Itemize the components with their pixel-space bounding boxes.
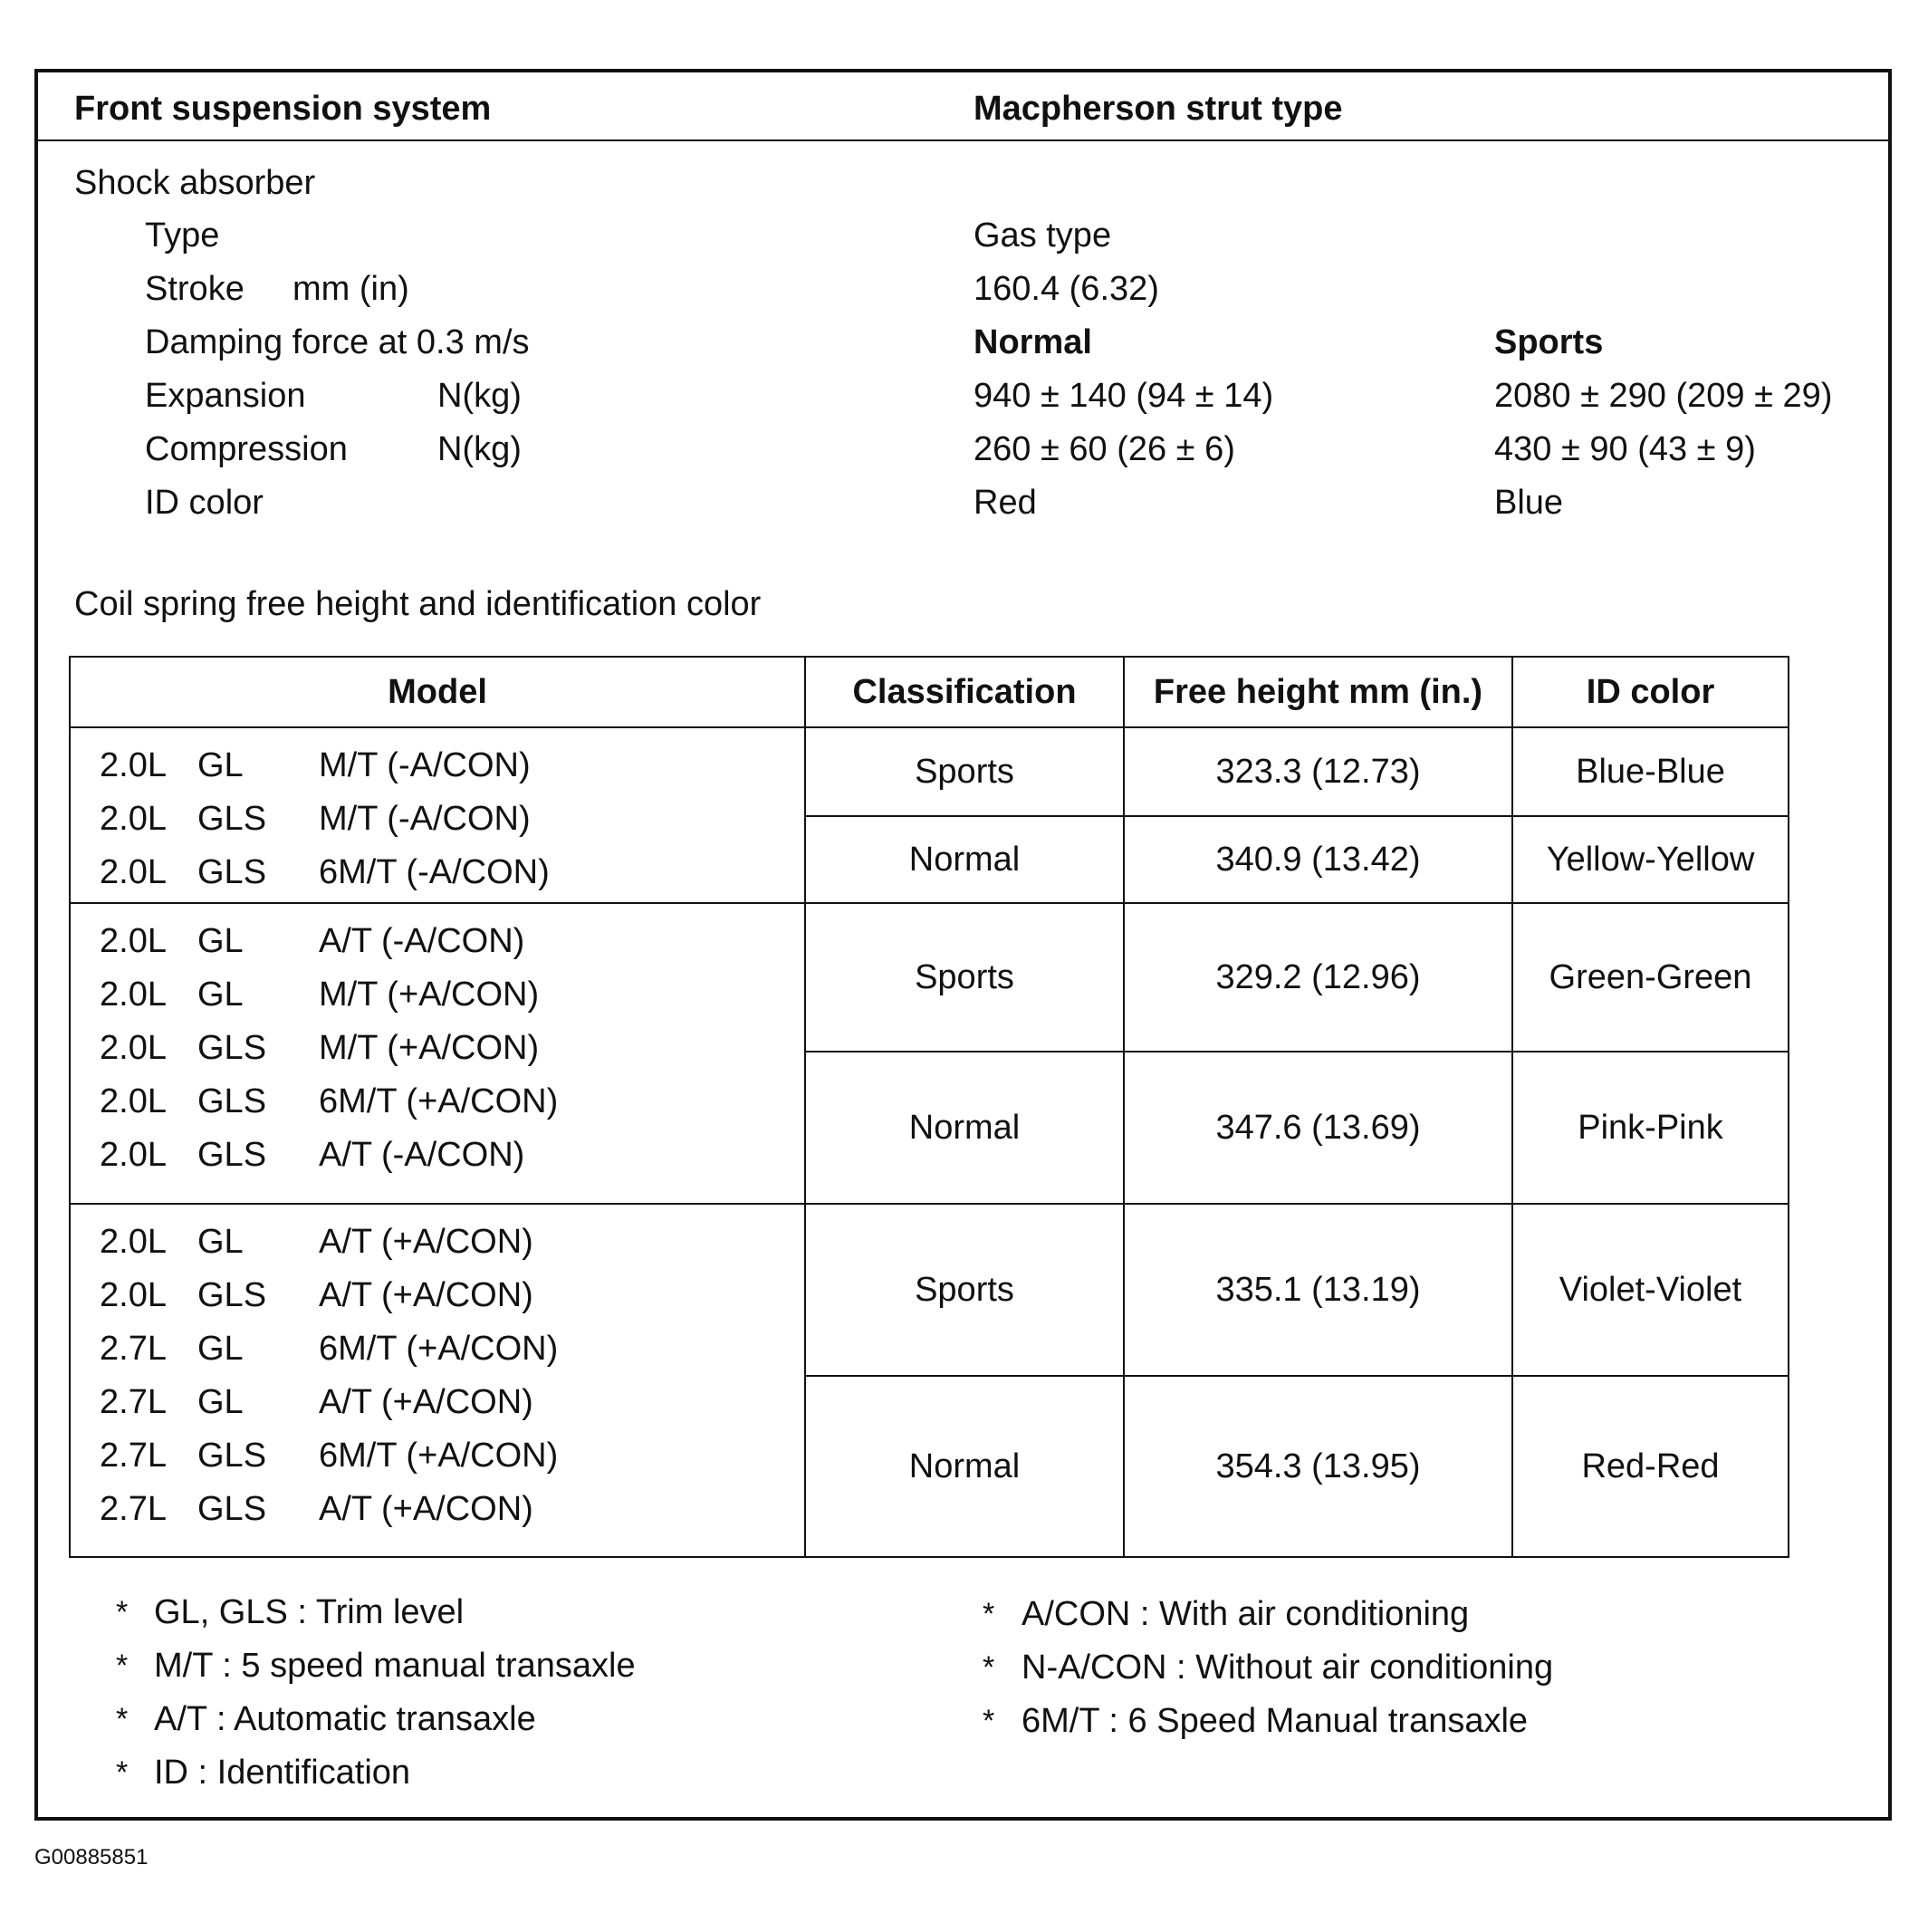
model-line: 2.0L GL M/T (-A/CON) — [100, 746, 531, 784]
system-label: Front suspension system — [74, 90, 492, 128]
col-normal: Normal — [974, 323, 1092, 361]
header-model: Model — [70, 657, 805, 727]
footnote-marker: * — [116, 1702, 129, 1736]
model-line: 2.0L GLS A/T (+A/CON) — [100, 1276, 533, 1314]
footnote-without-ac: N-A/CON : Without air conditioning — [1022, 1648, 1554, 1687]
id-color-cell: Red-Red — [1512, 1376, 1789, 1557]
id-color-cell: Yellow-Yellow — [1512, 816, 1789, 903]
table-row — [70, 903, 1789, 1052]
footnote-6mt: 6M/T : 6 Speed Manual transaxle — [1022, 1702, 1529, 1740]
table-row — [70, 1204, 1789, 1376]
id-color-cell: Blue-Blue — [1512, 727, 1789, 816]
idcolor-label: ID color — [145, 484, 264, 522]
footnote-marker: * — [983, 1650, 995, 1685]
model-line: 2.0L GLS A/T (-A/CON) — [100, 1136, 525, 1174]
footnote-identification: ID : Identification — [154, 1754, 411, 1792]
footnote-trim-level: GL, GLS : Trim level — [154, 1593, 465, 1631]
footnote-marker: * — [116, 1648, 129, 1683]
id-color-cell: Violet-Violet — [1512, 1204, 1789, 1376]
table-header-row — [70, 657, 1789, 727]
free-height-cell: 323.3 (12.73) — [1124, 727, 1512, 816]
model-line: 2.0L GLS M/T (+A/CON) — [100, 1029, 540, 1067]
classification-cell: Sports — [805, 727, 1124, 816]
coil-spring-table — [69, 656, 1789, 1558]
header-free-height: Free height mm (in.) — [1124, 657, 1512, 727]
type-label: Type — [145, 216, 220, 255]
coil-title: Coil spring free height and identification color — [74, 585, 762, 623]
stroke-unit: mm (in) — [293, 270, 409, 308]
id-color-cell: Pink-Pink — [1512, 1052, 1789, 1204]
footnote-marker: * — [983, 1704, 995, 1738]
classification-cell: Normal — [805, 816, 1124, 903]
classification-cell: Normal — [805, 1376, 1124, 1557]
header-classification: Classification — [805, 657, 1124, 727]
model-line: 2.0L GLS 6M/T (+A/CON) — [100, 1082, 559, 1120]
model-line: 2.7L GL 6M/T (+A/CON) — [100, 1330, 559, 1368]
idcolor-normal: Red — [974, 484, 1037, 522]
expansion-normal: 940 ± 140 (94 ± 14) — [974, 377, 1274, 415]
model-list-group-2 — [70, 903, 805, 1204]
system-value: Macpherson strut type — [974, 90, 1343, 128]
footnote-with-ac: A/CON : With air conditioning — [1022, 1595, 1470, 1633]
compression-unit: N(kg) — [437, 430, 522, 468]
model-line: 2.7L GLS 6M/T (+A/CON) — [100, 1437, 559, 1475]
expansion-unit: N(kg) — [437, 377, 522, 415]
damping-label: Damping force at 0.3 m/s — [145, 323, 530, 361]
model-line: 2.0L GLS 6M/T (-A/CON) — [100, 853, 550, 891]
footnote-marker: * — [116, 1595, 129, 1629]
model-line: 2.7L GL A/T (+A/CON) — [100, 1383, 533, 1421]
footnote-manual: M/T : 5 speed manual transaxle — [154, 1647, 636, 1685]
col-sports: Sports — [1494, 323, 1604, 361]
model-line: 2.7L GLS A/T (+A/CON) — [100, 1490, 533, 1528]
stroke-label: Stroke — [145, 270, 245, 308]
compression-normal: 260 ± 60 (26 ± 6) — [974, 430, 1235, 468]
footnote-marker: * — [116, 1755, 129, 1790]
type-value: Gas type — [974, 216, 1112, 255]
free-height-cell: 347.6 (13.69) — [1124, 1052, 1512, 1204]
model-line: 2.0L GL A/T (+A/CON) — [100, 1223, 533, 1261]
figure-code: G00885851 — [34, 1845, 149, 1870]
header-id-color: ID color — [1512, 657, 1789, 727]
free-height-cell: 354.3 (13.95) — [1124, 1376, 1512, 1557]
model-list-group-3 — [70, 1204, 805, 1557]
model-line: 2.0L GL M/T (+A/CON) — [100, 976, 540, 1014]
model-line: 2.0L GL A/T (-A/CON) — [100, 922, 525, 960]
table-row — [70, 727, 1789, 816]
header-rule — [38, 139, 1888, 141]
stroke-value: 160.4 (6.32) — [974, 270, 1159, 308]
expansion-label: Expansion — [145, 377, 306, 415]
id-color-cell: Green-Green — [1512, 903, 1789, 1052]
expansion-sports: 2080 ± 290 (209 ± 29) — [1494, 377, 1833, 415]
model-line: 2.0L GLS M/T (-A/CON) — [100, 800, 531, 838]
footnote-marker: * — [983, 1597, 995, 1631]
footnote-automatic: A/T : Automatic transaxle — [154, 1700, 536, 1738]
free-height-cell: 335.1 (13.19) — [1124, 1204, 1512, 1376]
shock-title: Shock absorber — [74, 164, 316, 202]
classification-cell: Normal — [805, 1052, 1124, 1204]
idcolor-sports: Blue — [1494, 484, 1564, 522]
compression-label: Compression — [145, 430, 348, 468]
free-height-cell: 329.2 (12.96) — [1124, 903, 1512, 1052]
free-height-cell: 340.9 (13.42) — [1124, 816, 1512, 903]
compression-sports: 430 ± 90 (43 ± 9) — [1494, 430, 1756, 468]
classification-cell: Sports — [805, 1204, 1124, 1376]
classification-cell: Sports — [805, 903, 1124, 1052]
model-list-group-1 — [70, 727, 805, 903]
